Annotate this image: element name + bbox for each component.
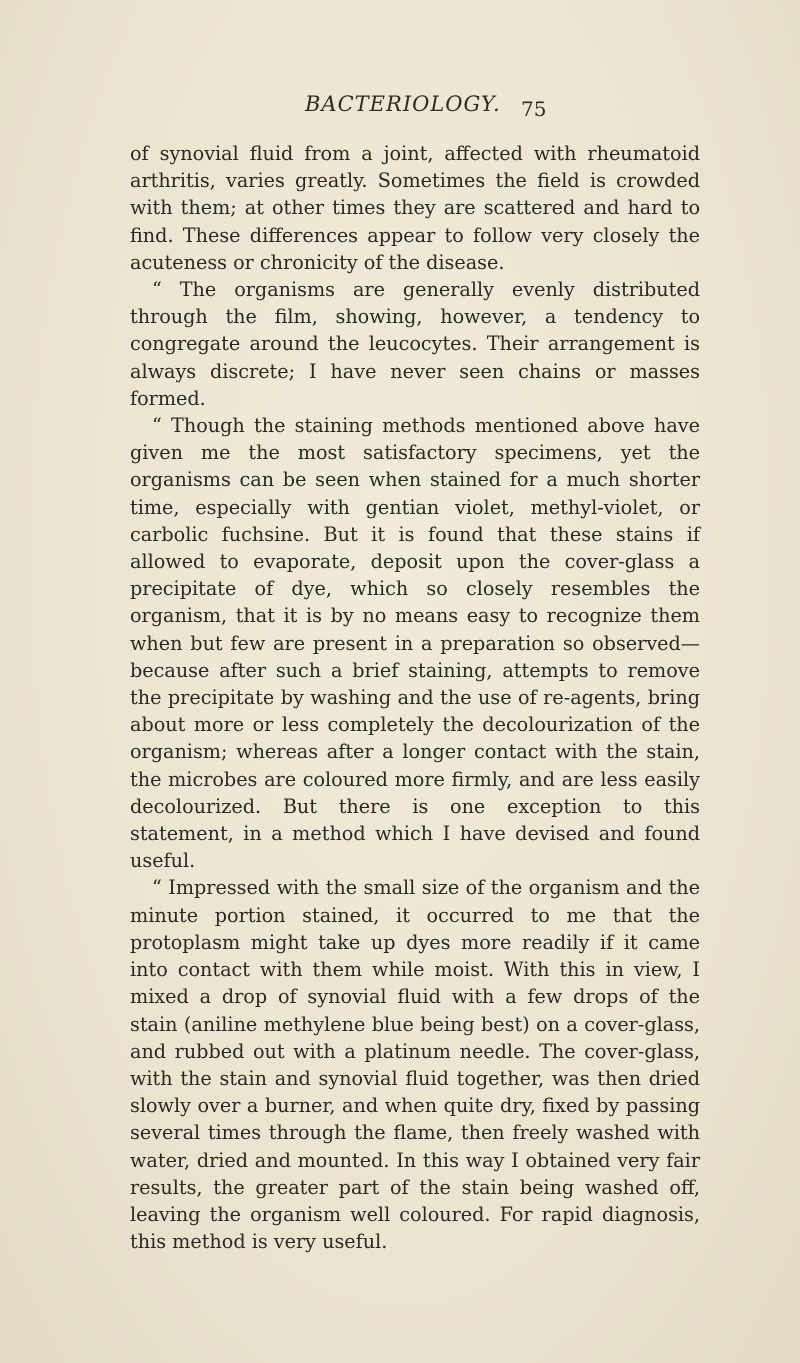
paragraph-1: of synovial fluid from a joint, affected with rheumatoid arthritis, varies greatly. Sometimes the field is crowded with them; at other times they are scattered and hard to find. These differences appear to follow very closely the acuteness or chronicity of the disease. — [130, 142, 700, 274]
page-number: 75 — [521, 97, 547, 121]
paragraph-3: “ Though the staining methods mentioned above have given me the most satisfactory specimens, yet the organisms can be seen when stained for a much shorter time, especially with gentian violet, methyl-violet, or carbolic fuchsine. But it is found that these stains if allowed to evaporate, deposit upon the cover-glass a precipitate of dye, which so closely resembles the organism, that it is by no means easy to recognize them when but few are present in a preparation so observed—because after such a brief staining, attempts to remove the precipitate by washing and the use of re-agents, bring about more or less completely the decolourization of the organism; whereas after a longer contact with the stain, the microbes are coloured more firmly, and are less easily decolourized. But there is one exception to this statement, in a method which I have devised and found useful. — [130, 414, 700, 873]
body-text — [130, 140, 700, 1255]
running-head: BACTERIOLOGY. — [305, 92, 501, 116]
paragraph-2: “ The organisms are generally evenly distributed through the film, showing, however, a tendency to congregate around the leucocytes. Their arrangement is always discrete; I have never seen chains or masses formed. — [130, 278, 700, 410]
paragraph-4: “ Impressed with the small size of the organism and the minute portion stained, it occurred to me that the protoplasm might take up dyes more readily if it came into contact with them while moist. With this in view, I mixed a drop of synovial fluid with a few drops of the stain (aniline methylene blue being best) on a cover-glass, and rubbed out with a platinum needle. The cover-glass, with the stain and synovial fluid together, was then dried slowly over a burner, and when quite dry, fixed by passing several times through the flame, then freely washed with water, dried and mounted. In this way I obtained very fair results, the greater part of the stain being washed off, leaving the organism well coloured. For rapid diagnosis, this method is very useful. — [130, 876, 700, 1254]
